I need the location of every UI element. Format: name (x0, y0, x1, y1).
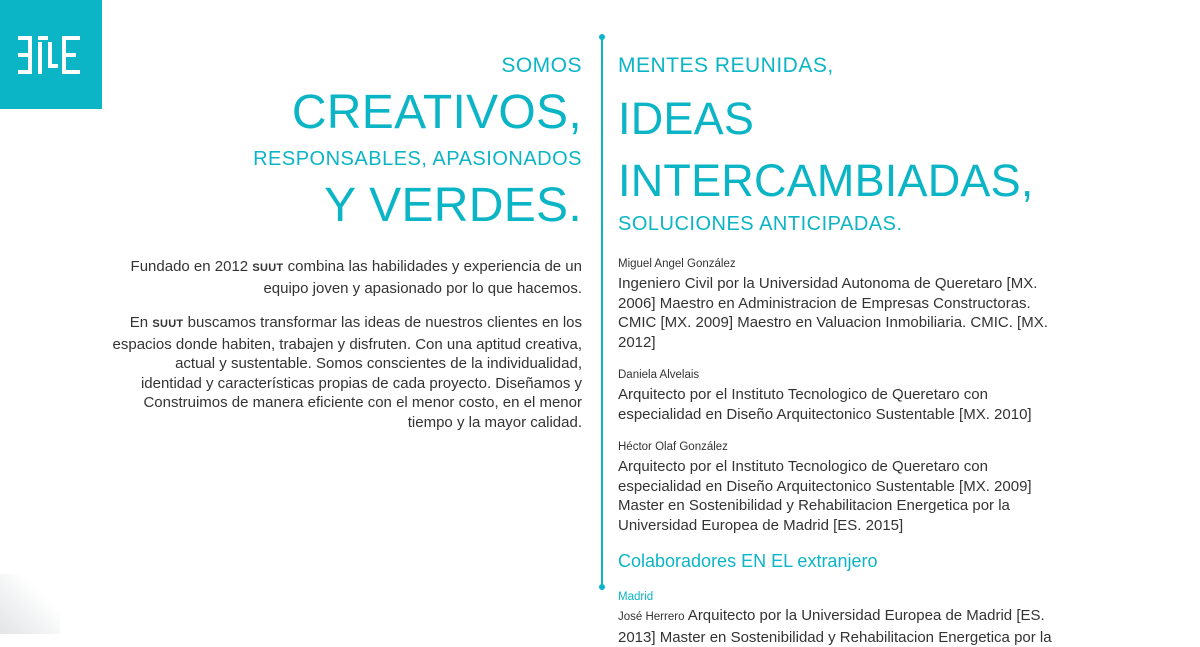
team-member-name: Miguel Angel González (618, 258, 736, 270)
brand-name: SUUT (152, 318, 184, 330)
vertical-divider (601, 38, 603, 586)
collaborator-description: Arquitecto por la Universidad Europea de Madrid [ES. 2013] Master en Sostenibilidad y Rehabilitacion Energetica por la (618, 607, 1052, 646)
heading-ideas (618, 88, 1034, 212)
intro-text: En (129, 314, 153, 331)
heading-mentes: MENTES REUNIDAS, (618, 54, 834, 77)
team-member (618, 368, 1068, 424)
heading-ideas-line1: IDEAS (618, 93, 755, 144)
heading-ideas-line2: INTERCAMBIADAS, (618, 155, 1034, 206)
collaborator (618, 606, 1068, 647)
logo (0, 0, 102, 109)
divider-top-dot (599, 34, 605, 40)
collaborators-title: Colaboradores EN EL extranjero (618, 551, 878, 571)
heading-verdes: Y VERDES. (324, 179, 582, 232)
intro-paragraph-2 (112, 313, 582, 432)
corner-decoration (0, 574, 60, 634)
logo-mark-icon (0, 0, 102, 109)
intro-paragraph-1 (112, 257, 582, 298)
intro-text: Fundado en 2012 (130, 258, 253, 275)
team-member-name: Héctor Olaf González (618, 441, 728, 453)
intro-text: buscamos transformar las ideas de nuestros clientes en los espacios donde habiten, trabajen y disfruten. Con una aptitud creativa, actual y sustentable. Somos conscientes de la individualidad, identidad y características propias de cada proyecto. Diseñamos y Construimos de manera eficiente con el menor costo, en el menor tiempo y la mayor calidad. (112, 314, 582, 431)
team-member-description: Ingeniero Civil por la Universidad Autonoma de Queretaro [MX. 2006] Maestro en Administracion de Empresas Constructoras. CMIC [MX. 2009] Maestro en Valuacion Inmobiliaria. CMIC. [MX. 2012] (618, 275, 1048, 351)
team-member-description: Arquitecto por el Instituto Tecnologico de Queretaro con especialidad en Diseño Arquitectonico Sustentable [MX. 2009] Master en Sostenibilidad y Rehabilitacion Energetica por la Universidad Europea de Madrid [ES. 2015] (618, 458, 1032, 534)
brand-name: SUUT (252, 262, 284, 274)
team-member-name: Daniela Alvelais (618, 369, 700, 381)
team-member (618, 257, 1068, 352)
collaborator-city: Madrid (618, 591, 654, 603)
team-member (618, 440, 1068, 535)
heading-somos: SOMOS (501, 54, 582, 77)
heading-creativos: CREATIVOS, (291, 86, 582, 139)
heading-soluciones: SOLUCIONES ANTICIPADAS. (618, 213, 903, 235)
heading-responsables: RESPONSABLES, APASIONADOS (253, 148, 582, 170)
intro-text: combina las habilidades y experiencia de un equipo joven y apasionado por lo que hacemos. (263, 258, 582, 297)
divider-bottom-dot (599, 584, 605, 590)
collaborator-name: José Herrero (618, 611, 685, 623)
team-member-description: Arquitecto por el Instituto Tecnologico de Queretaro con especialidad en Diseño Arquitectonico Sustentable [MX. 2010] (618, 386, 1032, 423)
